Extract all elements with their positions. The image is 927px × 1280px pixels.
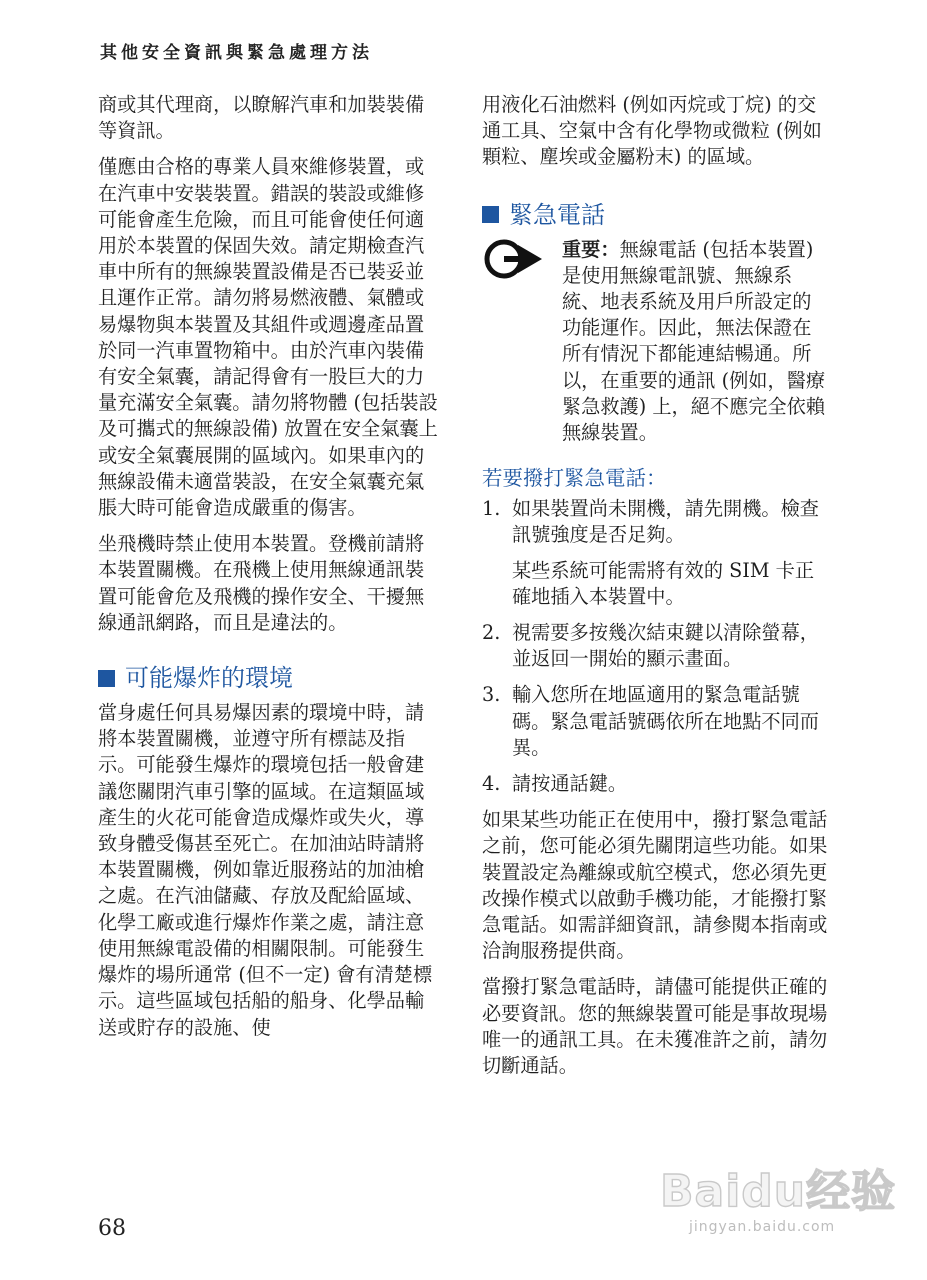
watermark-logo-text: Baidu经验 (660, 1166, 897, 1217)
section-title-text: 緊急電話 (509, 200, 605, 229)
important-lead: 重要： (562, 237, 620, 261)
section-square-icon (482, 206, 499, 223)
paragraph: 商或其代理商，以瞭解汽車和加裝裝備等資訊。 (98, 93, 425, 143)
section-title-explosive (98, 662, 443, 694)
important-icon (482, 237, 562, 447)
step-number: 3. (482, 683, 501, 707)
list-item (482, 620, 830, 672)
step-number: 4. (482, 772, 501, 796)
step-text: 視需要多按幾次結束鍵以清除螢幕，並返回一開始的顯示畫面。 (512, 621, 819, 671)
paragraph: 如果某些功能正在使用中，撥打緊急電話之前，您可能必須先關閉這些功能。如果裝置設定為離線或航空模式，您必須先更改操作模式以啟動手機功能，才能撥打緊急電話。如需詳細資訊，請參閱本指南或洽詢服務提供商。 (482, 808, 828, 963)
page-number: 68 (98, 1216, 126, 1241)
list-item (482, 682, 830, 761)
right-column (482, 92, 830, 1089)
running-header: 其他安全資訊與緊急處理方法 (100, 43, 373, 63)
baidu-watermark (655, 1155, 915, 1255)
paragraph: 坐飛機時禁止使用本裝置。登機前請將本裝置關機。在飛機上使用無線通訊裝置可能會危及飛機的操作安全、干擾無線通訊網路，而且是違法的。 (98, 532, 425, 634)
paragraph: 僅應由合格的專業人員來維修裝置，或在汽車中安裝裝置。錯誤的裝設或維修可能會產生危險，而且可能會使任何適用於本裝置的保固失效。請定期檢查汽車中所有的無線裝置設備是否已裝妥並且運作正常。請勿將易燃液體、氣體或易爆物與本裝置及其組件或週邊產品置於同一汽車置物箱中。由於汽車內裝備有安全氣囊，請記得會有一股巨大的力量充滿安全氣囊。請勿將物體 (包括裝設及可攜式的無線設備) 放置在安全氣囊上或安全氣囊展開的區域內。如果車內的無線設備未適當裝設，在安全氣囊充氣脹大時可能會造成嚴重的傷害。 (98, 155, 438, 520)
paragraph: 當撥打緊急電話時，請儘可能提供正確的必要資訊。您的無線裝置可能是事故現場唯一的通訊工具。在未獲准許之前，請勿切斷通話。 (482, 975, 828, 1078)
section-title-text: 可能爆炸的環境 (125, 664, 293, 693)
section-square-icon (98, 670, 115, 687)
important-body: 無線電話 (包括本裝置) 是使用無線電訊號、無線系統、地表系統及用戶所設定的功能運作。因此，無法保證在所有情況下都能連結暢通。所以，在重要的通訊 (例如，醫療緊急救護) 上，絕不應完全依賴無線裝置。 (562, 237, 826, 445)
subheading-dial-emergency: 若要撥打緊急電話： (482, 466, 667, 491)
list-item (482, 496, 830, 610)
paragraph: 當身處任何具易爆因素的環境中時，請將本裝置關機，並遵守所有標誌及指示。可能發生爆炸的環境包括一般會建議您關閉汽車引擎的區域。在這類區域產生的火花可能會造成爆炸或失火，導致身體受傷甚至死亡。在加油站時請將本裝置關機，例如靠近服務站的加油槍之處。在汽油儲藏、存放及配給區域、化學工廠或進行爆炸作業之處，請注意使用無線電設備的相關限制。可能發生爆炸的場所通常 (但不一定) 會有清楚標示。這些區域包括船的船身、化學品輸送或貯存的設施、使 (98, 701, 433, 1039)
watermark-url: jingyan.baidu.com (689, 1219, 836, 1235)
step-text: 如果裝置尚未開機，請先開機。檢查訊號強度是否足夠。 (512, 497, 819, 547)
step-number: 2. (482, 621, 501, 645)
step-text: 請按通話鍵。 (512, 772, 628, 796)
step-text: 輸入您所在地區適用的緊急電話號碼。緊急電話號碼依所在地點不同而異。 (512, 683, 819, 759)
important-note (482, 237, 830, 447)
important-text (562, 237, 830, 447)
left-column (98, 92, 443, 1051)
step-number: 1. (482, 497, 501, 521)
section-title-emergency (482, 199, 830, 231)
list-item (482, 771, 830, 797)
paragraph: 用液化石油燃料 (例如丙烷或丁烷) 的交通工具、空氣中含有化學物或微粒 (例如顆粒、塵埃或金屬粉末) 的區域。 (482, 93, 822, 169)
step-subtext: 某些系統可能需將有效的 SIM 卡正確地插入本裝置中。 (512, 558, 815, 608)
